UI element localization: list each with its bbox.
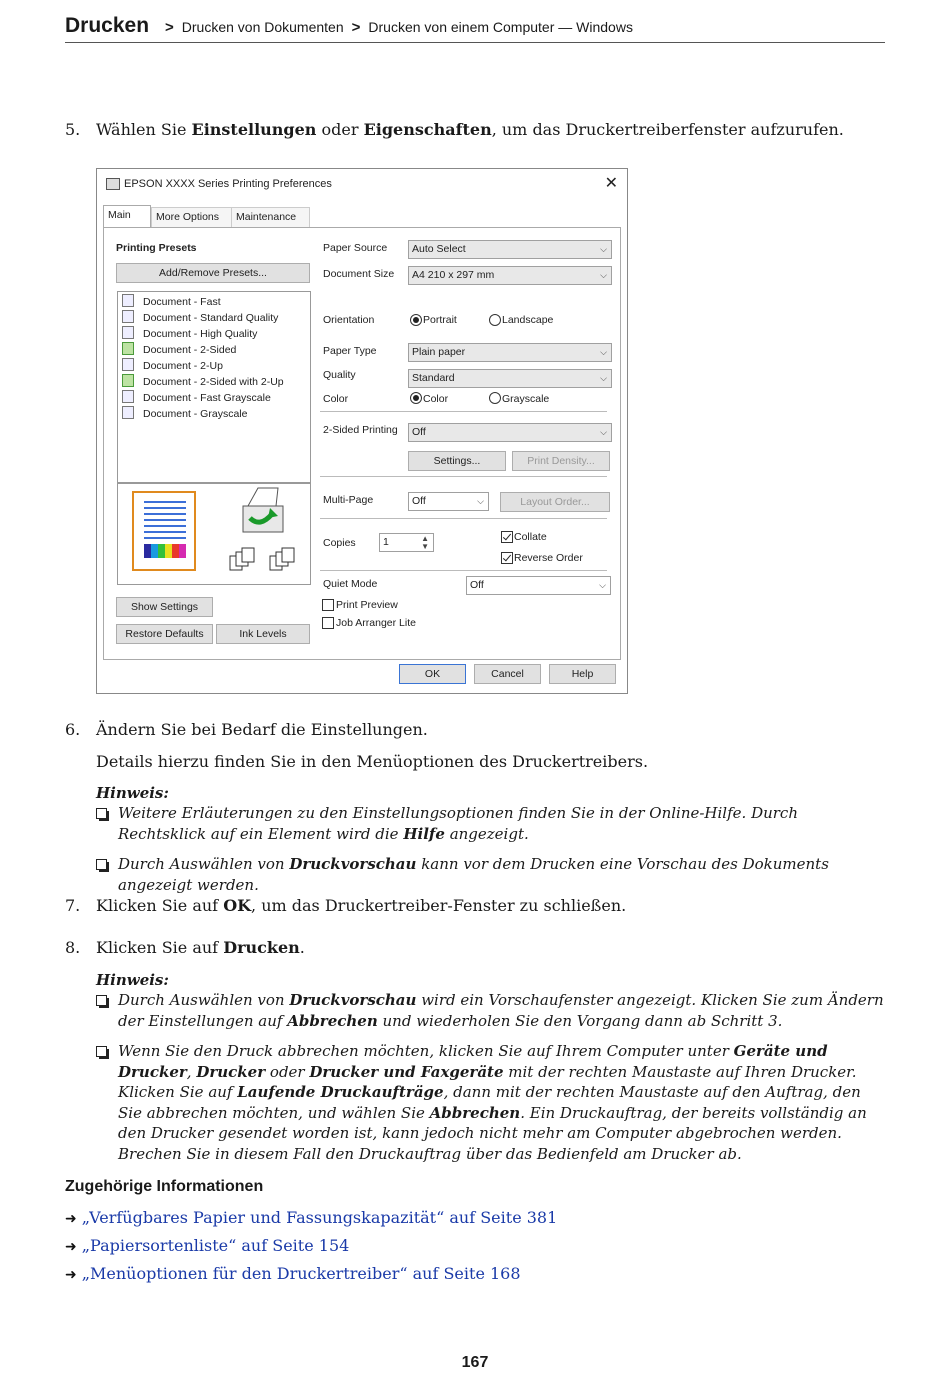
checkbox-bullet-icon [96,859,107,870]
note-emphasis: Drucker und Faxgeräte [309,1062,504,1081]
add-remove-presets-button[interactable]: Add/Remove Presets... [116,263,310,283]
note-text: , dann mit der rechten Maustaste auf den Auftrag, den Sie abbrechen möchten, und wählen Sie [118,1083,861,1122]
step-number: 7. [65,896,81,915]
printing-presets-label: Printing Presets [116,242,197,254]
ink-levels-button[interactable]: Ink Levels [216,624,310,644]
step-emphasis: Einstellungen [191,120,317,139]
step-emphasis: Eigenschaften [363,120,492,139]
cancel-button[interactable]: Cancel [474,664,541,684]
two-sided-label: 2-Sided Printing [323,424,398,436]
note-emphasis: Druckvorschau [289,991,417,1009]
step-text: Klicken Sie auf [96,896,224,915]
checkbox-bullet-icon [96,808,107,819]
grayscale-label: Grayscale [502,393,550,405]
note-text: Durch Auswählen von [118,855,290,873]
preset-label: Document - Fast [143,296,221,308]
link-text[interactable]: „Menüoptionen für den Druckertreiber“ auf Seite 168 [81,1264,521,1283]
step-text: Wählen Sie [96,120,192,139]
note-emphasis: Geräte und Drucker [118,1042,828,1081]
two-sided-select[interactable] [408,423,612,442]
chevron-down-icon: ⌵ [600,270,607,280]
landscape-radio[interactable] [489,314,501,326]
paper-source-select[interactable] [408,240,612,259]
arrow-right-icon: ➜ [65,1211,77,1227]
note-emphasis: Hilfe [403,824,445,843]
print-preview-panel [117,483,311,585]
print-preview-checkbox[interactable] [322,599,334,611]
settings-button[interactable]: Settings... [408,451,506,471]
step-text: , um das Druckertreiber-Fenster zu schließen. [251,896,627,915]
copies-stepper[interactable] [379,533,434,552]
divider [320,570,607,571]
step-number: 5. [65,120,81,139]
copies-label: Copies [323,537,356,549]
preset-label: Document - Standard Quality [143,312,279,324]
presets-list [117,291,311,483]
main-panel [103,227,621,660]
step-number: 6. [65,720,81,739]
two-up-icon [122,358,134,371]
color-option-label: Color [423,393,449,405]
note-bullet [96,854,886,895]
preset-label: Document - 2-Sided [143,344,237,356]
printer-illustration-icon [243,488,283,532]
multi-page-label: Multi-Page [323,494,374,506]
copies-value: 1 [383,536,389,548]
preset-label: Document - 2-Up [143,360,223,372]
step-text: Ändern Sie bei Bedarf die Einstellungen. [96,720,428,739]
quality-select[interactable] [408,369,612,388]
breadcrumb [65,12,885,43]
job-arranger-checkbox[interactable] [322,617,334,629]
dialog-title: EPSON XXXX Series Printing Preferences [124,178,332,190]
list-item[interactable] [122,326,257,342]
note-text: Wenn Sie den Druck abbrechen möchten, klicken Sie auf Ihrem Computer unter [118,1042,734,1060]
quality-label: Quality [323,369,356,381]
color-radio[interactable] [410,392,422,404]
note-title [96,783,169,803]
document-icon [122,310,134,323]
checkbox-bullet-icon [96,1046,107,1057]
note-emphasis: Druckvorschau [289,855,417,873]
chevron-down-icon: ⌵ [600,244,607,254]
tab-more-options[interactable]: More Options [151,207,234,227]
note-text: und wiederholen Sie den Vorgang dann ab Schritt 3. [377,1011,783,1030]
step-emphasis: OK [223,896,252,915]
restore-defaults-button[interactable]: Restore Defaults [116,624,213,644]
select-value: Off [412,426,426,438]
arrow-right-icon: ➜ [65,1267,77,1283]
reverse-order-label: Reverse Order [514,552,583,564]
step-number: 8. [65,938,81,957]
note-text: kann vor dem Drucken eine Vorschau des Dokuments angezeigt werden. [118,855,829,894]
chevron-down-icon: ⌵ [477,496,484,506]
link-text[interactable]: „Papiersortenliste“ auf Seite 154 [81,1236,350,1255]
paper-preview-icon [118,484,310,584]
related-link[interactable] [65,1264,521,1283]
page-number: 167 [461,1354,489,1371]
select-value: Off [470,579,484,591]
note-text: . Ein Druckauftrag, der bereits vollständig an den Drucker gesendet worden ist, kann jedoch nicht mehr am Computer abgebrochen werden. Brechen Sie in diesem Fall den Druckauftrag über das Bedienfeld am Drucker ab. [118,1103,867,1163]
note-emphasis: Drucker [196,1062,266,1081]
note-text: mit der rechten Maustaste auf Ihren Drucker. Klicken Sie auf [118,1062,857,1101]
preset-label: Document - High Quality [143,328,258,340]
document-size-label: Document Size [323,268,395,280]
document-icon [122,390,134,403]
list-item[interactable] [122,406,247,422]
note-text: wird ein Vorschaufenster angezeigt. Klicken Sie zum Ändern der Einstellungen auf [118,991,884,1030]
note-text: Weitere Erläuterungen zu den Einstellungsoptionen finden Sie in der Online-Hilfe. Durch Rechtsklick auf ein Element wird die [118,804,798,843]
checkbox-bullet-icon [96,995,107,1006]
step-text: Klicken Sie auf [96,938,224,957]
related-info-heading: Zugehörige Informationen [65,1178,264,1195]
tab-main[interactable]: Main [103,205,151,228]
color-label: Color [323,393,349,405]
chevron-down-icon: ⌵ [599,580,606,590]
note-heading: Hinweis: [96,971,169,989]
select-value: Off [412,495,426,507]
quiet-mode-label: Quiet Mode [323,578,378,590]
step-detail [96,752,648,772]
step-text: , um das Druckertreiberfenster aufzurufen. [491,120,844,139]
select-value: Plain paper [412,346,466,358]
chevron-down-icon: ⌵ [600,347,607,357]
document-size-select[interactable] [408,266,612,285]
select-value: A4 210 x 297 mm [412,269,495,281]
note-text: , [186,1062,197,1081]
grayscale-radio[interactable] [489,392,501,404]
note-bullet [96,990,886,1031]
divider [320,518,607,519]
arrow-right-icon: ➜ [65,1239,77,1255]
chevron-down-icon: ⌵ [600,427,607,437]
paper-source-label: Paper Source [323,242,388,254]
help-button[interactable]: Help [549,664,616,684]
tab-maintenance[interactable]: Maintenance [231,207,310,227]
list-item[interactable] [122,374,284,390]
job-arranger-label: Job Arranger Lite [336,617,416,629]
list-item[interactable] [122,358,223,374]
print-density-button[interactable]: Print Density... [512,451,610,471]
step-text: . [299,938,305,957]
note-heading: Hinweis: [96,784,169,802]
eco-icon [122,374,134,387]
note-text: Durch Auswählen von [118,991,290,1009]
note-text: angezeigt. [444,824,529,843]
step-text: oder [316,120,364,139]
paper-type-label: Paper Type [323,345,377,357]
quiet-mode-select[interactable] [466,576,611,595]
list-item[interactable] [122,294,221,310]
printer-icon [106,178,120,190]
breadcrumb-item: Drucken von Dokumenten [181,19,344,35]
preset-label: Document - Grayscale [143,408,248,420]
portrait-label: Portrait [423,314,457,326]
related-link[interactable] [65,1208,557,1227]
breadcrumb-separator: > [165,19,174,36]
preset-label: Document - 2-Sided with 2-Up [143,376,284,388]
printing-preferences-dialog [96,168,628,694]
divider [320,476,607,477]
document-icon [122,326,134,339]
collate-label: Collate [514,531,547,543]
orientation-label: Orientation [323,314,375,326]
select-value: Standard [412,372,455,384]
divider [320,411,607,412]
ok-button[interactable]: OK [399,664,466,684]
print-preview-label: Print Preview [336,599,398,611]
note-bullet [96,803,886,844]
chevron-down-icon: ⌵ [600,373,607,383]
close-icon[interactable]: ✕ [604,175,618,192]
reverse-order-checkbox[interactable] [501,552,513,564]
related-link[interactable] [65,1236,349,1255]
breadcrumb-item: Drucken von einem Computer — Windows [368,19,633,35]
paper-type-select[interactable] [408,343,612,362]
note-emphasis: Abbrechen [429,1103,521,1122]
portrait-radio[interactable] [410,314,422,326]
note-title [96,970,169,990]
note-emphasis: Abbrechen [287,1011,378,1030]
note-emphasis: Laufende Druckaufträge [237,1083,444,1101]
breadcrumb-separator: > [351,19,361,36]
layout-order-button[interactable]: Layout Order... [500,492,610,512]
multi-page-select[interactable] [408,492,489,511]
note-text: oder [265,1062,310,1081]
collate-checkbox[interactable] [501,531,513,543]
preset-label: Document - Fast Grayscale [143,392,271,404]
eco-icon [122,342,134,355]
note-bullet [96,1041,886,1164]
list-item[interactable] [122,390,271,406]
show-settings-button[interactable]: Show Settings [116,597,213,617]
list-item[interactable] [122,310,278,326]
spin-arrows-icon[interactable]: ▲ ▼ [421,534,429,551]
document-icon [122,294,134,307]
step-emphasis: Drucken [223,938,300,957]
landscape-label: Landscape [502,314,554,326]
list-item[interactable] [122,342,236,358]
link-text[interactable]: „Verfügbares Papier und Fassungskapazität“ auf Seite 381 [81,1208,558,1227]
document-icon [122,406,134,419]
select-value: Auto Select [412,243,466,255]
section-title: Drucken [65,14,150,37]
step-detail-text: Details hierzu finden Sie in den Menüoptionen des Druckertreibers. [96,752,649,771]
